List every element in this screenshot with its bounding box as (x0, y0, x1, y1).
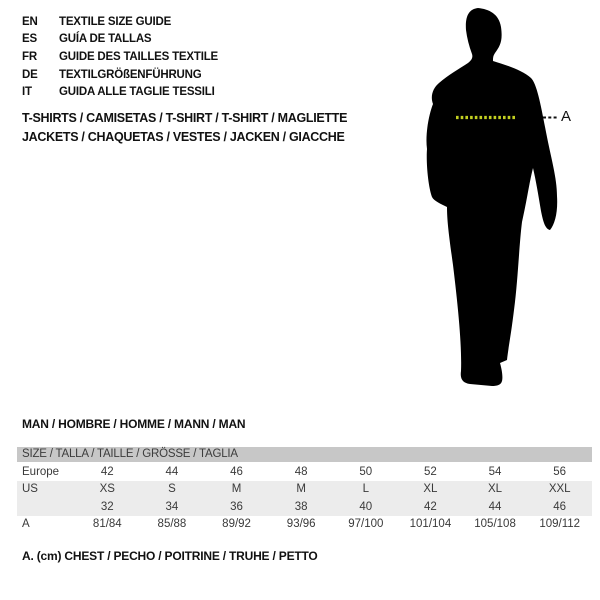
category-line-jackets: JACKETS / CHAQUETAS / VESTES / JACKEN / GIACCHE (22, 130, 345, 144)
table-cell: XS (99, 483, 115, 496)
language-code: ES (22, 33, 37, 46)
row-label: Europe (22, 465, 60, 478)
table-cell: 44 (165, 465, 179, 478)
table-row-uk (17, 498, 592, 516)
table-cell: M (231, 483, 242, 496)
man-silhouette (426, 8, 557, 386)
table-cell: 42 (424, 500, 437, 513)
language-label: GUIDA ALLE TAGLIE TESSILI (59, 86, 215, 99)
language-label: TEXTILGRÖßENFÜHRUNG (59, 68, 202, 81)
table-cell: 101/104 (409, 518, 452, 531)
measurement-footnote: A. (cm) CHEST / PECHO / POITRINE / TRUHE / PETTO (22, 549, 318, 563)
table-cell: M (296, 483, 306, 496)
table-cell: 105/108 (474, 518, 516, 531)
table-cell: 97/100 (348, 518, 384, 531)
table-cell: 56 (553, 465, 567, 478)
language-label: GUÍA DE TALLAS (59, 33, 152, 46)
row-label: US (22, 483, 38, 496)
table-cell: 44 (488, 500, 502, 513)
table-cell: 38 (294, 500, 308, 513)
row-label: A (22, 518, 30, 531)
table-cell: 32 (100, 500, 114, 513)
table-cell: XXL (548, 483, 571, 496)
table-row-europe (17, 463, 592, 481)
table-cell: 109/112 (539, 518, 581, 531)
table-cell: 34 (165, 500, 179, 513)
size-table (17, 447, 592, 533)
table-cell: 42 (100, 465, 114, 478)
table-cell: 46 (553, 500, 567, 513)
measure-label-a: A (561, 108, 571, 125)
table-cell: 40 (359, 500, 373, 513)
table-cell: 48 (294, 465, 308, 478)
table-cell: 54 (488, 465, 502, 478)
table-cell: 50 (359, 465, 373, 478)
table-cell: XL (488, 483, 503, 496)
table-cell: 52 (424, 465, 437, 478)
table-cell: 93/96 (286, 518, 316, 531)
table-cell: L (362, 483, 370, 496)
table-cell: 89/92 (222, 518, 251, 531)
table-cell: 36 (230, 500, 243, 513)
language-code: FR (22, 50, 37, 63)
table-cell: 85/88 (157, 518, 187, 531)
table-cell: 81/84 (92, 518, 122, 531)
language-label: GUIDE DES TAILLES TEXTILE (59, 50, 218, 63)
language-code: DE (22, 68, 38, 81)
category-line-tshirts: T-SHIRTS / CAMISETAS / T-SHIRT / T-SHIRT / MAGLIETTE (22, 111, 348, 125)
size-table-header: SIZE / TALLA / TAILLE / GRÖSSE / TAGLIA (17, 447, 592, 462)
language-label: TEXTILE SIZE GUIDE (59, 15, 172, 28)
table-cell: XL (423, 483, 438, 496)
table-row-us (17, 481, 592, 499)
language-code: EN (22, 15, 38, 28)
table-cell: S (168, 483, 176, 496)
language-code: IT (22, 86, 32, 99)
table-cell: 46 (230, 465, 243, 478)
section-title-man: MAN / HOMBRE / HOMME / MANN / MAN (22, 417, 246, 431)
table-row-chest-a (17, 516, 592, 534)
